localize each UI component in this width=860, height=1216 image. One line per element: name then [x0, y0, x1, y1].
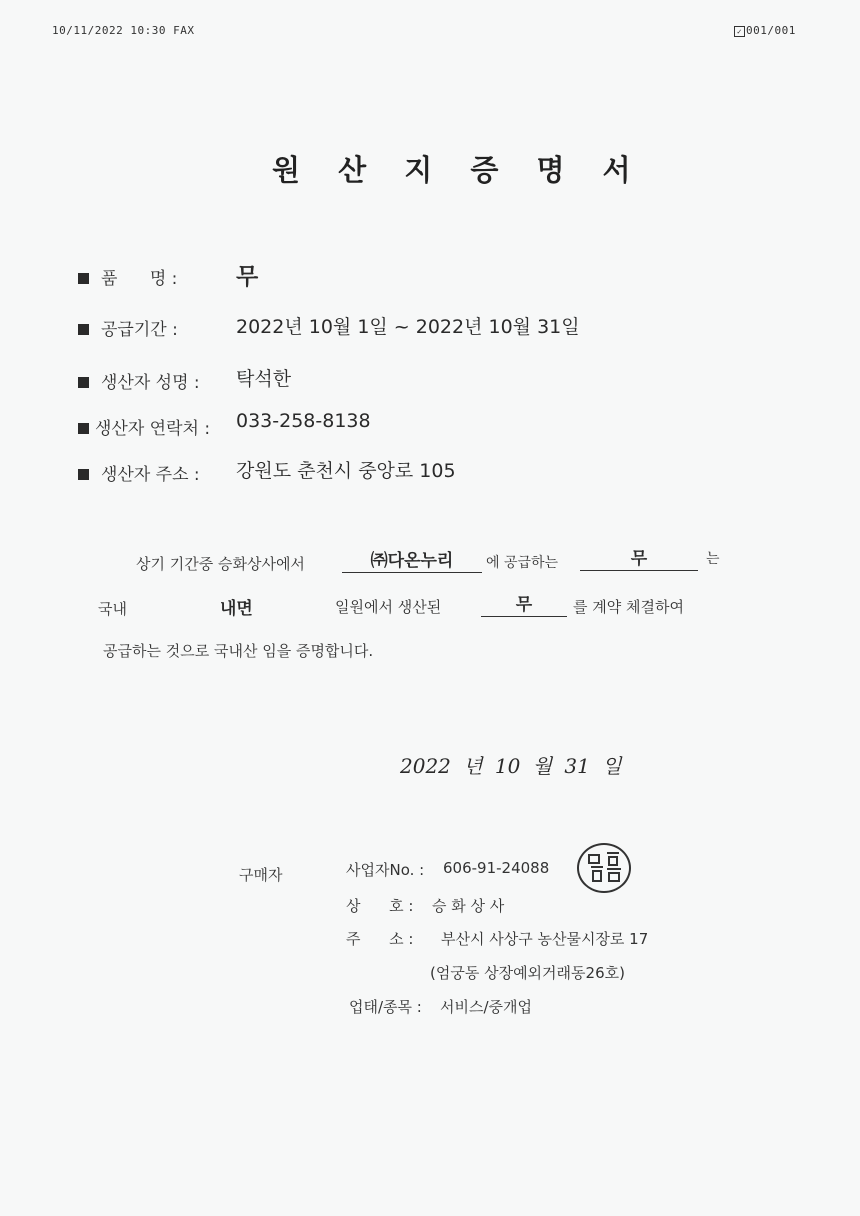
bullet-icon	[78, 324, 89, 335]
address-label: 주 소 :	[346, 930, 414, 948]
address: 부산시 사상구 농산물시장로 17	[441, 930, 649, 948]
field-value: 강원도 춘천시 중앙로 105	[236, 460, 456, 482]
fax-page-count	[734, 24, 796, 37]
field-producer-contact	[78, 414, 210, 439]
statement-line2-prefix: 국내	[98, 600, 127, 618]
product-name-2: 무	[481, 590, 567, 617]
address-detail: (엄궁동 상장예외거래동26호)	[430, 964, 625, 982]
business-no-label: 사업자No. :	[346, 861, 425, 879]
statement-line3: 공급하는 것으로 국내산 임을 증명합니다.	[103, 642, 374, 660]
company-seal-icon	[577, 843, 631, 893]
company-name: 승 화 상 사	[432, 897, 505, 915]
business-type-label: 업태/종목 :	[349, 998, 422, 1016]
field-producer-address	[78, 460, 200, 485]
bullet-icon	[78, 273, 89, 284]
bullet-icon	[78, 423, 89, 434]
field-value: 033-258-8138	[236, 410, 371, 432]
issue-date: 2022 년 10 월 31 일	[400, 754, 622, 778]
statement-line1-mid: 에 공급하는	[486, 555, 559, 571]
field-label: 품 명 :	[101, 269, 178, 289]
business-type: 서비스/중개업	[440, 998, 532, 1016]
fax-timestamp: 10/11/2022 10:30 FAX	[52, 24, 195, 37]
field-label: 공급기간 :	[101, 320, 178, 340]
statement-line1-suffix: 는	[706, 551, 720, 567]
bullet-icon	[78, 469, 89, 480]
bullet-icon	[78, 377, 89, 388]
field-label: 생산자 주소 :	[101, 465, 200, 485]
company-name-label: 상 호 :	[346, 897, 414, 915]
field-supply-period	[78, 315, 178, 340]
statement-line2-mid: 일원에서 생산된	[335, 598, 442, 616]
statement-line1-prefix: 상기 기간중 승화상사에서	[136, 555, 305, 573]
buyer-role: 구매자	[239, 866, 283, 884]
field-value: 무	[236, 264, 259, 290]
field-product	[78, 264, 177, 289]
statement-line2-suffix: 를 계약 체결하여	[573, 598, 684, 616]
field-label: 생산자 성명 :	[101, 373, 200, 393]
field-label: 생산자 연락처 :	[95, 419, 211, 439]
buyer-company: ㈜다온누리	[342, 546, 482, 573]
business-no: 606-91-24088	[443, 859, 550, 877]
field-producer-name	[78, 368, 200, 393]
field-value: 탁석한	[236, 368, 292, 390]
field-value: 2022년 10월 1일 ~ 2022년 10월 31일	[236, 316, 580, 338]
fax-page-count-text: 001/001	[746, 24, 796, 37]
fax-check-icon: ✓	[734, 26, 745, 37]
region: 내면	[220, 599, 253, 619]
product-name-1: 무	[580, 544, 698, 571]
document-title: 원 산 지 증 명 서	[272, 153, 645, 187]
